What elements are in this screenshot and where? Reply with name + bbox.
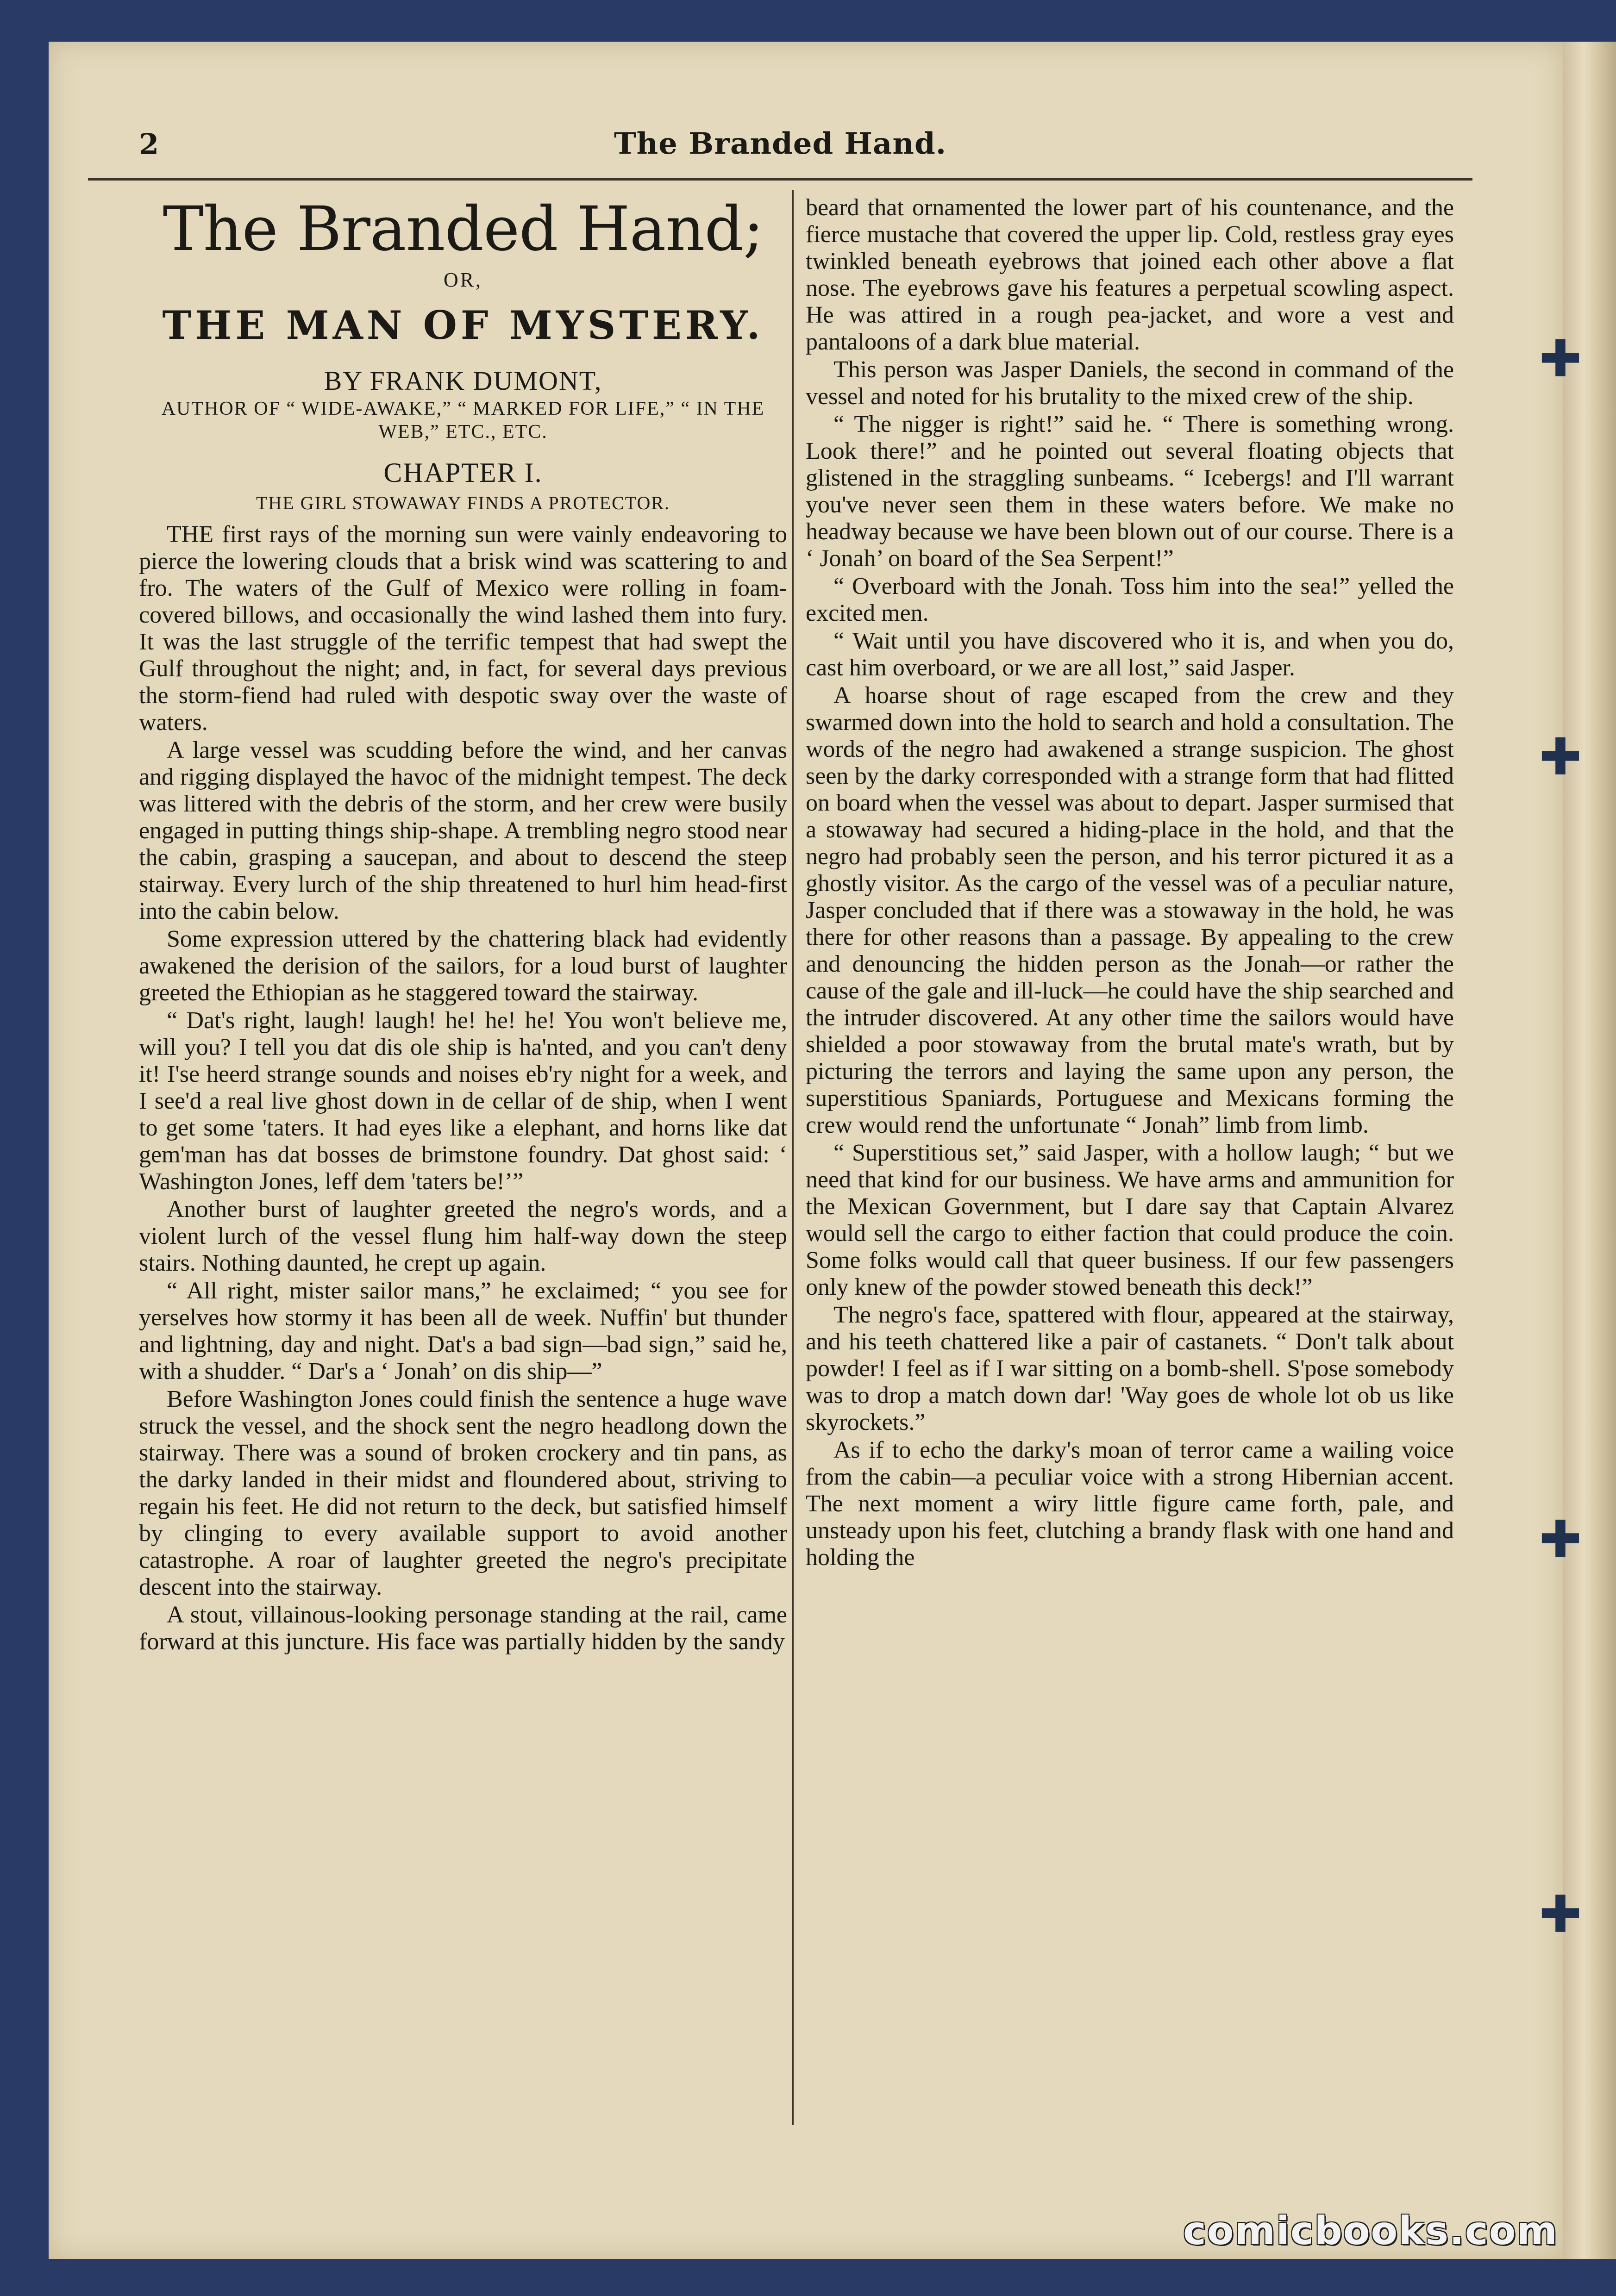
story-title: The Branded Hand;	[163, 194, 764, 265]
story-subtitle: THE MAN OF MYSTERY.	[162, 302, 764, 348]
chapter-heading: CHAPTER I.	[383, 457, 543, 488]
running-title: The Branded Hand.	[614, 126, 946, 161]
binding-stitch-icon: ✚	[1539, 727, 1582, 786]
paragraph: “ All right, mister sailor mans,” he exclaimed; “ you see for yerselves how stormy it has been all de week. Nuffin' but thunder and lightning, day and night. Dat's a bad sign—bad sign,” said he, with a shudder. “ Dar's a ‘ Jonah’ on dis ship—”	[139, 1278, 787, 1385]
paragraph: “ Superstitious set,” said Jasper, with a hollow laugh; “ but we need that kind for our business. We have arms and ammunition for the Mexican Government, but I dare say that Captain Alvarez would sell the cargo to either faction that could produce the coin. Some folks would call that queer business. If our few passengers only knew of the powder stowed beneath this deck!”	[806, 1140, 1454, 1300]
paragraph: “ Dat's right, laugh! laugh! he! he! he! You won't believe me, will you? I tell you dat dis ole ship is ha'nted, and you can't deny it! I'se heerd strange sounds and noises eb'ry night for a week, and I see'd a real live ghost down in de cellar of de ship, when I went to get some 'taters. It had eyes like a elephant, and horns like dat gem'man has dat bosses de brimstone foundry. Dat ghost said: ‘ Washington Jones, leff dem 'taters be!’”	[139, 1007, 787, 1195]
chapter-title: THE GIRL STOWAWAY FINDS A PROTECTOR.	[256, 493, 670, 513]
paragraph: A hoarse shout of rage escaped from the crew and they swarmed down into the hold to search and hold a consultation. The words of the negro had awakened a strange suspicion. The ghost seen by the darky corresponded with a strange form that had flitted on board when the vessel was about to depart. Jasper surmised that a stowaway had secured a hiding-place in the hold, and that the negro had probably seen the person, and his terror pictured it as a ghostly visitor. As the cargo of the vessel was of a peculiar nature, Jasper concluded that if there was a stowaway in the hold, he was there for other reasons than a passage. By appealing to the crew and denouncing the hidden person as the Jonah—or rather the cause of the gale and ill-luck—he could have the ship searched and the intruder discovered. At any other time the sailors would have shielded a poor stowaway from the brutal mate's wrath, but by picturing the terrors and laying the same upon any person, the superstitious Spaniards, Portuguese and Mexicans forming the crew would rend the unfortunate “ Jonah” limb from limb.	[806, 682, 1454, 1138]
column-rule	[792, 190, 794, 2125]
paragraph: The negro's face, spattered with flour, appeared at the stairway, and his teeth chattered like a pair of castanets. “ Don't talk about powder! I feel as if I war sitting on a bomb-shell. S'pose somebody was to drop a match down dar! 'Way goes de whole lot ob us like skyrockets.”	[806, 1302, 1454, 1435]
paragraph: beard that ornamented the lower part of his countenance, and the fierce mustache that covered the upper lip. Cold, restless gray eyes twinkled beneath eyebrows that joined each other above a flat nose. The eyebrows gave his features a perpetual scowling aspect. He was attired in a rough pea-jacket, and wore a vest and pantaloons of a dark blue material.	[806, 194, 1454, 355]
paragraph: Some expression uttered by the chattering black had evidently awakened the derision of the sailors, for a loud burst of laughter greeted the Ethiopian as he staggered toward the stairway.	[139, 926, 787, 1006]
page-number: 2	[139, 127, 159, 161]
paragraph: “ Overboard with the Jonah. Toss him into the sea!” yelled the excited men.	[806, 573, 1454, 626]
running-head	[88, 109, 1472, 181]
binding-stitch-icon: ✚	[1539, 1884, 1582, 1944]
binding-stitch-icon: ✚	[1539, 1510, 1582, 1569]
paragraph: This person was Jasper Daniels, the second in command of the vessel and noted for his brutality to the mixed crew of the ship.	[806, 356, 1454, 410]
watermark: comicbooks.com	[1183, 2208, 1558, 2253]
paragraph: “ Wait until you have discovered who it is, and when you do, cast him overboard, or we are all lost,” said Jasper.	[806, 628, 1454, 681]
binding-stitch-icon: ✚	[1539, 329, 1582, 388]
paragraph: A large vessel was scudding before the wind, and her canvas and rigging displayed the havoc of the midnight tempest. The deck was littered with the debris of the storm, and her crew were busily engaged in putting things ship-shape. A trembling negro stood near the cabin, grasping a saucepan, and about to descend the steep stairway. Every lurch of the ship threatened to hurl him head-first into the cabin below.	[139, 737, 787, 924]
byline: BY FRANK DUMONT,	[324, 366, 602, 396]
left-column	[139, 194, 787, 2162]
paragraph: Another burst of laughter greeted the negro's words, and a violent lurch of the vessel flung him half-way down the steep stairs. Nothing daunted, he crept up again.	[139, 1196, 787, 1276]
paragraph: As if to echo the darky's moan of terror came a wailing voice from the cabin—a peculiar voice with a strong Hibernian accent. The next moment a wiry little figure came forth, pale, and unsteady upon his feet, clutching a brandy flask with one hand and holding the	[806, 1437, 1454, 1571]
paragraph: “ The nigger is right!” said he. “ There is something wrong. Look there!” and he pointed out several floating objects that glistened in the straggling sunbeams. “ Icebergs! and I'll warrant you've never seen them in these waters before. We make no headway because we have been blown out of our course. There is a ‘ Jonah’ on board of the Sea Serpent!”	[806, 411, 1454, 572]
right-column	[806, 194, 1454, 2162]
paragraph: THE first rays of the morning sun were vainly endeavoring to pierce the lowering clouds that a brisk wind was scattering to and fro. The waters of the Gulf of Mexico were rolling in foam-covered billows, and occasionally the wind lashed them into fury. It was the last struggle of the terrific tempest that had swept the Gulf throughout the night; and, in fact, for several days previous the storm-fiend had ruled with despotic sway over the waste of waters.	[139, 521, 787, 736]
author-credits: AUTHOR OF “ WIDE-AWAKE,” “ MARKED FOR LIFE,” “ IN THE WEB,” ETC., ETC.	[161, 398, 765, 443]
paragraph: Before Washington Jones could finish the sentence a huge wave struck the vessel, and the shock sent the negro headlong down the stairway. There was a sound of broken crockery and tin pans, as the darky landed in their midst and floundered about, striving to regain his feet. He did not return to the deck, but satisfied himself by clinging to every available support to avoid another catastrophe. A roar of laughter greeted the negro's precipitate descent into the stairway.	[139, 1386, 787, 1600]
paragraph: A stout, villainous-looking personage standing at the rail, came forward at this juncture. His face was partially hidden by the sandy	[139, 1602, 787, 1655]
title-or: OR,	[443, 268, 483, 291]
